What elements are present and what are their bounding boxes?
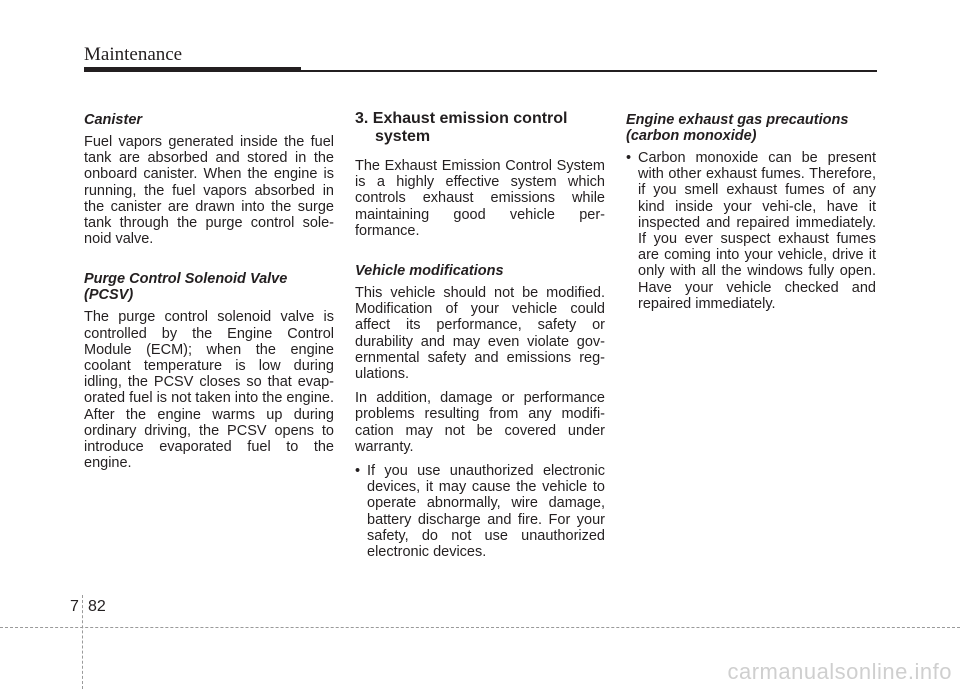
footer-divider xyxy=(82,595,83,689)
pcsv-body: The purge control solenoid valve is controlled by the Engine Control Module (ECM); when the engine coolant temperature is low during idling, the PCSV closes so that evap-orated fuel is not taken into the engine. After the engine warms up during ordinary driving, the PCSV opens to introduce evaporated fuel to the engine. xyxy=(84,309,334,472)
pcsv-heading xyxy=(84,271,334,303)
header-rule xyxy=(84,70,877,72)
spacer xyxy=(355,247,605,259)
modifications-body-1: This vehicle should not be modified. Modification of your vehicle could affect its performance, safety or durability and may even violate gov-ernmental safety and emissions reg-ulations. xyxy=(355,285,605,383)
list-item xyxy=(626,150,876,312)
column-right xyxy=(626,108,876,320)
bullet-mark: • xyxy=(626,150,632,166)
column-left xyxy=(84,108,334,479)
footer-rule xyxy=(0,627,960,628)
exhaust-section-heading: 3. Exhaust emission control system xyxy=(355,110,568,145)
list-item xyxy=(355,463,605,560)
exhaust-section-body: The Exhaust Emission Control System is a highly effective system which controls exhaust emissions while maintaining good vehicle per-formance. xyxy=(355,158,605,239)
bullet-mark: • xyxy=(355,463,361,480)
page-number: 82 xyxy=(88,598,106,615)
precautions-heading-line2: (carbon monoxide) xyxy=(626,128,757,144)
modifications-bullet-list xyxy=(355,463,605,560)
pcsv-heading-line1: Purge Control Solenoid Valve xyxy=(84,271,288,288)
precautions-bullet-list xyxy=(626,150,876,312)
bullet-text: Carbon monoxide can be present with other exhaust fumes. Therefore, if you smell exhaust fumes of any kind inside your vehi-cle, have it inspected and repaired immediately. If you ever suspect exhaust fumes are coming into your vehicle, drive it only with all the windows fully open. Have your vehicle checked and repaired immediately. xyxy=(638,150,876,312)
chapter-number: 7 xyxy=(70,598,79,615)
modifications-body-2: In addition, damage or performance problems resulting from any modifi-cation may not be covered under warranty. xyxy=(355,390,605,455)
pcsv-heading-line2: (PCSV) xyxy=(84,287,134,304)
column-middle xyxy=(355,108,605,568)
spacer xyxy=(84,255,334,267)
bullet-text: If you use unauthorized electronic devices, it may cause the vehicle to operate abnormally, wire damage, battery discharge and fire. For your safety, do not use unauthorized electronic devices. xyxy=(367,463,605,561)
canister-body: Fuel vapors generated inside the fuel tank are absorbed and stored in the onboard canister. When the engine is running, the fuel vapors absorbed in the canister are drawn into the surge tank through the purge control sole-noid valve. xyxy=(84,134,334,248)
precautions-heading-line1: Engine exhaust gas precautions xyxy=(626,112,849,128)
page-header-title: Maintenance xyxy=(84,44,183,65)
modifications-heading: Vehicle modifications xyxy=(355,263,504,280)
watermark: carmanualsonline.info xyxy=(727,659,952,684)
canister-heading: Canister xyxy=(84,112,143,128)
precautions-heading xyxy=(626,112,876,144)
